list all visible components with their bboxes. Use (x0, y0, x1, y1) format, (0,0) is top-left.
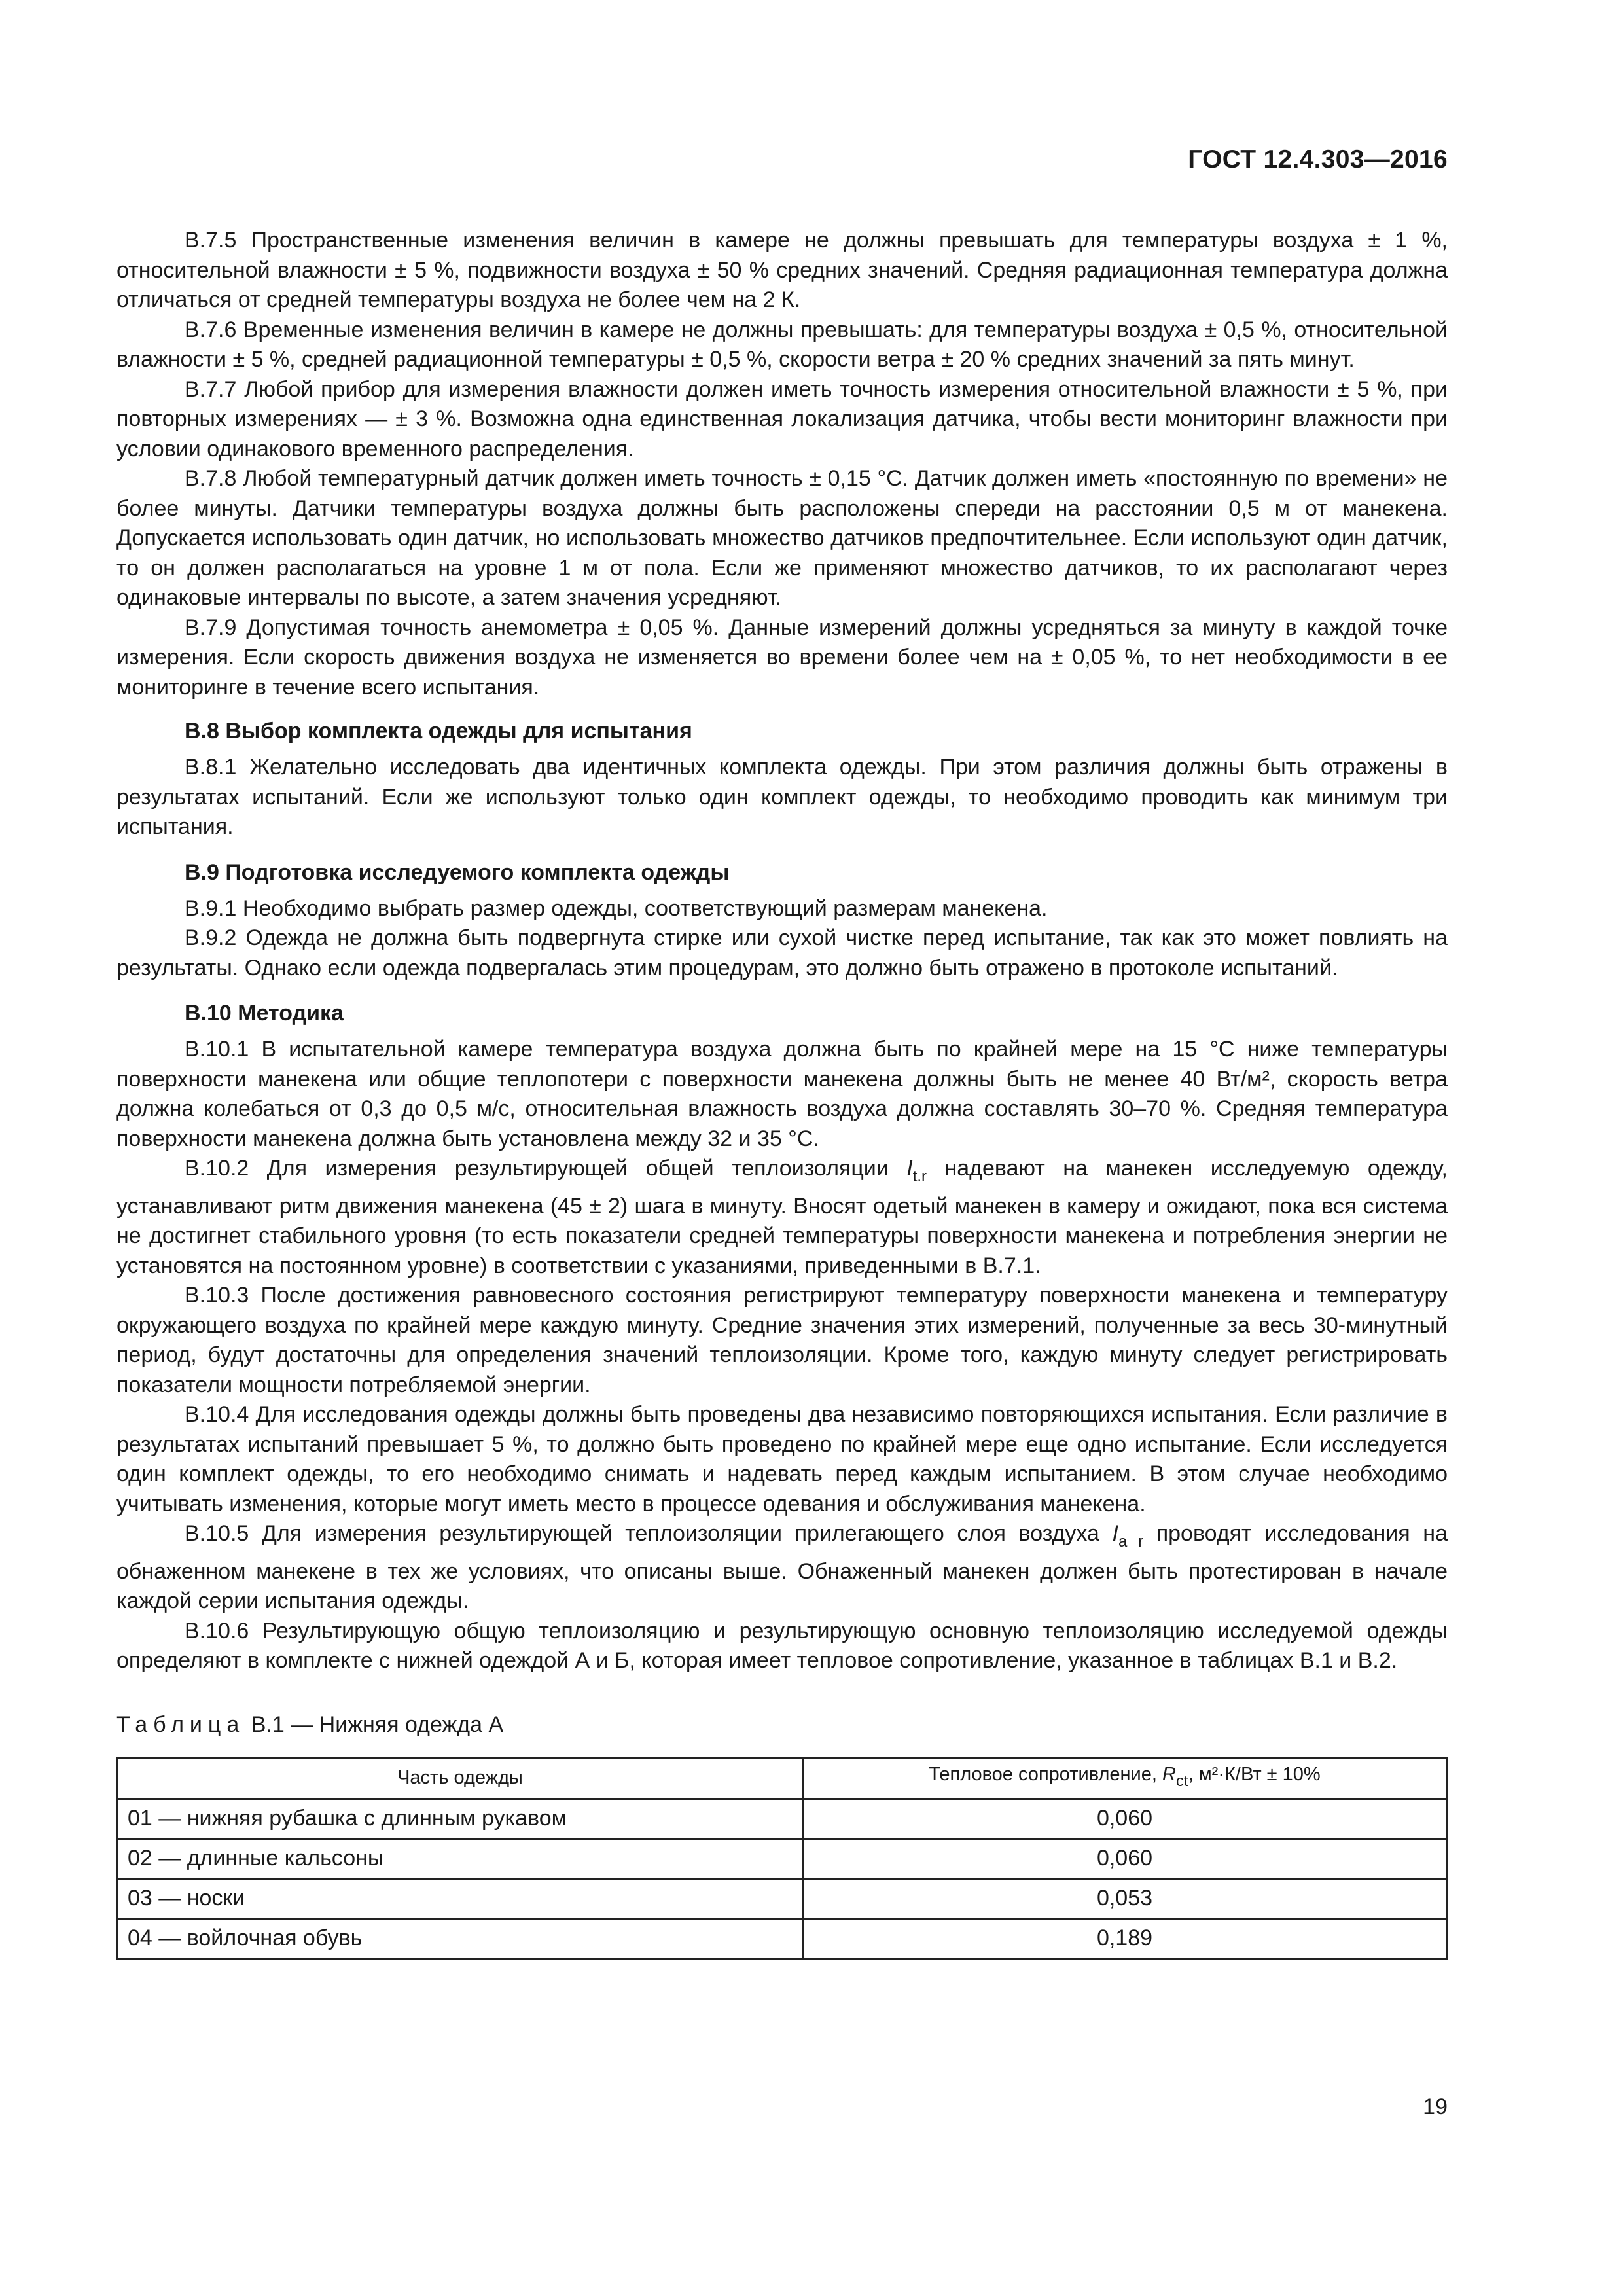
table-caption-text: В.1 — Нижняя одежда А (245, 1712, 504, 1737)
page-number: 19 (1423, 2094, 1448, 2119)
paragraph-b7-8: В.7.8 Любой температурный датчик должен иметь точность ± 0,15 °С. Датчик должен иметь «постоянную по времени» не более минуты. Датчики температуры воздуха должны быть расположены спереди на расстоянии 0,5 м от манекена. Допускается использовать один датчик, но использовать множество датчиков предпочтительнее. Если используют один датчик, то он должен располагаться на уровне 1 м от пола. Если же применяют множество датчиков, то их располагают через одинаковые интервалы по высоте, а затем значения усредняют. (116, 466, 1448, 610)
symbol-letter: I (906, 1156, 913, 1181)
paragraph-b10-3: В.10.3 После достижения равновесного состояния регистрируют температуру поверхности манекена и температуру окружающего воздуха по крайней мере каждую минуту. Средние значения этих измерений, полученные за весь 30-минутный период, будут достаточны для определения значений теплоизоляции. Кроме того, каждую минуту следует регистрировать показатели мощности потребляемой энергии. (116, 1283, 1448, 1397)
standard-header: ГОСТ 12.4.303—2016 (1188, 145, 1448, 173)
paragraph-b10-4: В.10.4 Для исследования одежды должны быть проведены два независимо повторяющихся испытания. Если различие в результатах испытаний превышает 5 %, то должно быть проведено по крайней мере еще одно испытание. Если исследуется один комплект одежды, то его необходимо снимать и надевать перед каждым испытанием. В этом случае необходимо учитывать изменения, которые могут иметь место в процессе одевания и обслуживания манекена. (116, 1402, 1448, 1516)
paragraph-b10-6: В.10.6 Результирующую общую теплоизоляцию и результирующую основную теплоизоляцию исследуемой одежды определяют в комплекте с нижней одеждой А и Б, которая имеет тепловое сопротивление, указанное в таблицах В.1 и В.2. (116, 1618, 1448, 1673)
paragraph-b9-2: В.9.2 Одежда не должна быть подвергнута стирке или сухой чистке перед испытание, так как это может повлиять на результаты. Однако если одежда подвергалась этим процедурам, это должно быть отражено в протоколе испытаний. (116, 925, 1448, 980)
symbol-subscript: ct (1175, 1772, 1188, 1790)
table-row (118, 1878, 1447, 1918)
paragraph-b10-5-text-start: В.10.5 Для измерения результирующей теплоизоляции прилегающего слоя воздуха (185, 1521, 1113, 1546)
header-text-end: , м²·К/Вт ± 10% (1188, 1763, 1321, 1785)
symbol-letter: I (1112, 1521, 1118, 1546)
table-row (118, 1839, 1447, 1878)
cell-value: 0,060 (803, 1799, 1447, 1839)
symbol-letter: R (1162, 1763, 1176, 1785)
cell-part: 01 — нижняя рубашка с длинным рукавом (118, 1799, 803, 1839)
symbol-subscript: t.r (912, 1168, 927, 1185)
paragraph-b10-2-text-start: В.10.2 Для измерения результирующей общей теплоизоляции (185, 1156, 907, 1181)
section-heading-b8: В.8 Выбор комплекта одежды для испытания (185, 719, 692, 744)
cell-value: 0,053 (803, 1878, 1447, 1918)
paragraph-b8-1: В.8.1 Желательно исследовать два идентичных комплекта одежды. При этом различия должны быть отражены в результатах испытаний. Если же используют только один комплект одежды, то необходимо проводить как минимум три испытания. (116, 755, 1448, 839)
section-heading-b10: В.10 Методика (185, 1001, 344, 1026)
paragraph-b7-5: В.7.5 Пространственные изменения величин в камере не должны превышать для температуры воздуха ± 1 %, относительной влажности ± 5 %, подвижности воздуха ± 50 % средних значений. Средняя радиационная температура должна отличаться от средней температуры воздуха не более чем на 2 К. (116, 228, 1448, 312)
paragraph-b10-5 (116, 1519, 1448, 1617)
table-row (118, 1799, 1447, 1839)
cell-value: 0,060 (803, 1839, 1447, 1878)
symbol-resistance (1162, 1763, 1188, 1790)
cell-value: 0,189 (803, 1918, 1447, 1958)
column-header-resistance (803, 1757, 1447, 1799)
paragraph-b10-1: В.10.1 В испытательной камере температура воздуха должна быть по крайней мере на 15 °С ниже температуры поверхности манекена или общие теплопотери с поверхности манекена должны быть не менее 40 Вт/м², скорость ветра должна колебаться от 0,3 до 0,5 м/с, относительная влажность воздуха должна составлять 30–70 %. Средняя температура поверхности манекена должна быть установлена между 32 и 35 °С. (116, 1037, 1448, 1151)
document-body (116, 226, 1448, 1960)
table-caption (116, 1710, 1448, 1740)
paragraph-b10-5-text-end: проводят исследования на обнаженном манекене в тех же условиях, что описаны выше. Обнаженный манекен должен быть протестирован в начале каждой серии испытания одежды. (116, 1521, 1448, 1613)
paragraph-b7-6: В.7.6 Временные изменения величин в камере не должны превышать: для температуры воздуха ± 0,5 %, относительной влажности ± 5 %, средней радиационной температуры ± 0,5 %, скорости ветра ± 20 % средних значений за пять минут. (116, 317, 1448, 372)
cell-part: 02 — длинные кальсоны (118, 1839, 803, 1878)
table-header-row (118, 1757, 1447, 1799)
symbol-insulation-total (906, 1156, 927, 1185)
cell-part: 04 — войлочная обувь (118, 1918, 803, 1958)
column-header-part: Часть одежды (118, 1757, 803, 1799)
table-caption-label: Таблица (116, 1712, 245, 1737)
paragraph-b7-9: В.7.9 Допустимая точность анемометра ± 0,05 %. Данные измерений должны усредняться за минуту в каждой точке измерения. Если скорость движения воздуха не изменяется во времени более чем на ± 0,05 %, то нет необходимости в ее мониторинге в течение всего испытания. (116, 615, 1448, 700)
underwear-table (116, 1757, 1448, 1960)
table-row (118, 1918, 1447, 1958)
paragraph-b9-1: В.9.1 Необходимо выбрать размер одежды, соответствующий размерам манекена. (185, 895, 1048, 921)
paragraph-b10-2-text-end: надевают на манекен исследуемую одежду, устанавливают ритм движения манекена (45 ± 2) шага в минуту. Вносят одетый манекен в камеру и ожидают, пока вся система не достигнет стабильного уровня (то есть показатели средней температуры поверхности манекена и потребления энергии не установятся на постоянном уровне) в соответствии с указаниями, приведенными в В.7.1. (116, 1156, 1448, 1278)
symbol-insulation-air-layer (1112, 1521, 1144, 1551)
paragraph-b7-7: В.7.7 Любой прибор для измерения влажности должен иметь точность измерения относительной влажности ± 5 %, при повторных измерениях — ± 3 %. Возможна одна единственная локализация датчика, чтобы вести мониторинг влажности при условии одинакового временного распределения. (116, 376, 1448, 461)
paragraph-b10-2 (116, 1154, 1448, 1281)
symbol-subscript: a r (1118, 1533, 1144, 1551)
header-text-start: Тепловое сопротивление, (929, 1763, 1162, 1785)
section-heading-b9: В.9 Подготовка исследуемого комплекта одежды (185, 859, 730, 885)
cell-part: 03 — носки (118, 1878, 803, 1918)
